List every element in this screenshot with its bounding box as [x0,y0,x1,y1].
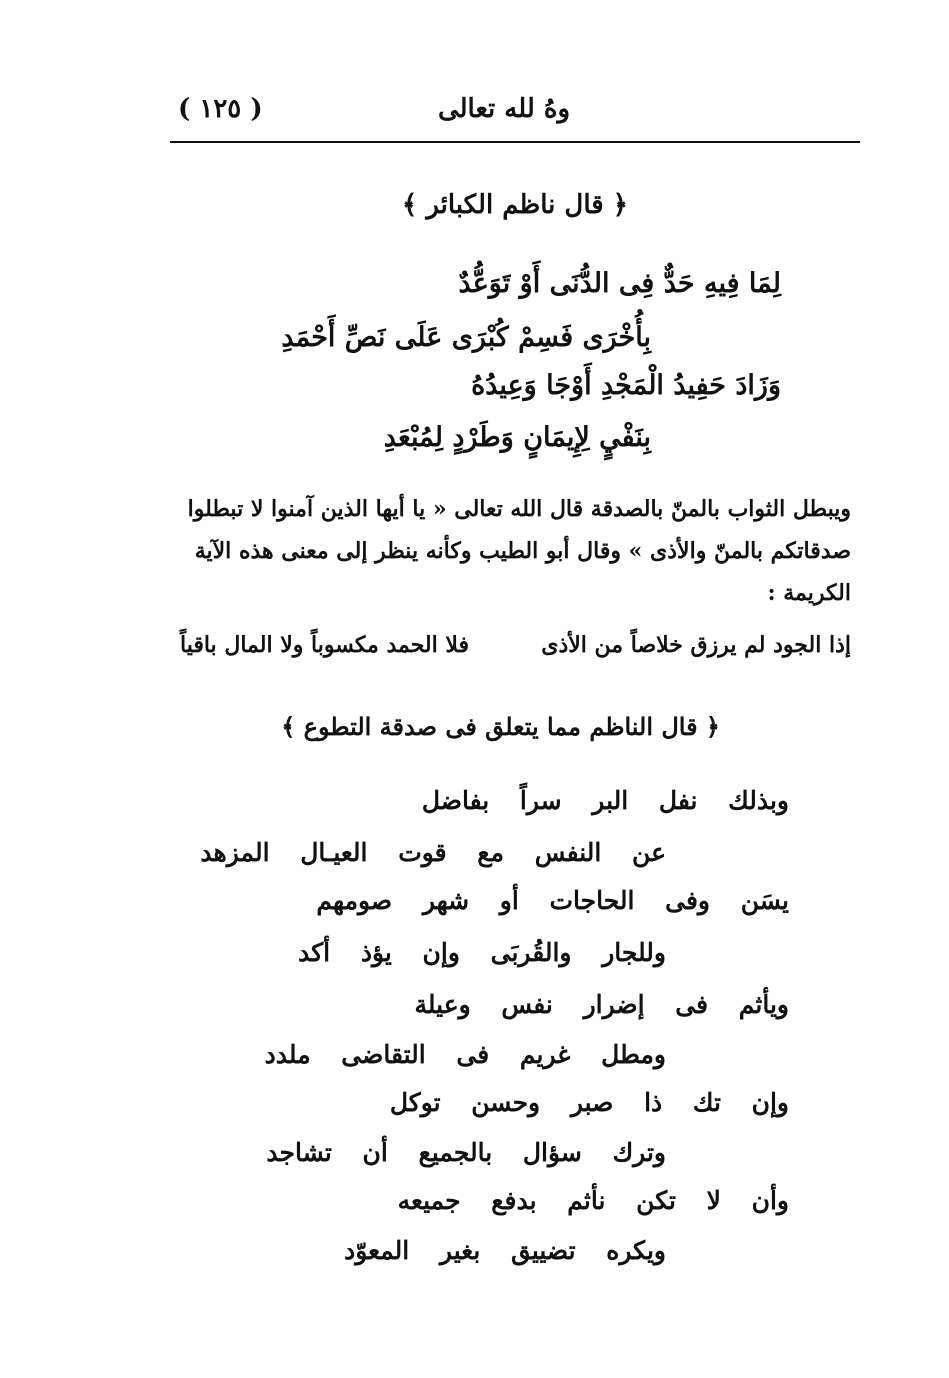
poem-line: وللجار والقُربَى وإن يؤذ أكد [298,938,666,967]
poem-line: ويأثم فى إضرار نفس وعيلة [414,990,789,1019]
poem-line: وبذلك نفل البر سراً بفاضل [421,786,789,815]
poem-line: عن النفس مع قوت العيـال المزهد [200,838,666,867]
prose-line: ويبطل الثواب بالمنّ بالصدقة قال الله تعالى « يا أيها الذين آمنوا لا تبطلوا [187,496,851,522]
verse-line: بِأُخْرَى فَسِمْ كُبْرَى عَلَى نَصِّ أَحْمَدِ [281,322,651,353]
prose-line: الكريمة : [767,580,851,606]
header-divider [170,141,860,143]
poem-line: وإن تك ذا صبر وحسن توكل [389,1088,789,1117]
running-header [170,88,860,148]
section-heading-major-sins: ﴿ قال ناظم الكبائر ﴾ [402,190,628,220]
verse-line: لِمَا فِيهِ حَدٌّ فِى الدُّنَى أَوْ تَوَعُّدٌ [458,268,781,299]
cited-verse-first-half: إذا الجود لم يرزق خلاصاً من الأذى [541,632,851,658]
running-title: وهُ لله تعالى [437,94,570,124]
poem-line: وترك سؤال بالجميع أن تشاجد [266,1138,666,1167]
section-heading-voluntary-charity: ﴿ قال الناظم مما يتعلق فى صدقة التطوع ﴾ [281,712,720,741]
page-number: ( ١٢٥ ) [178,94,263,124]
prose-line: صدقاتكم بالمنّ والأذى » وقال أبو الطيب وكأنه ينظر إلى معنى هذه الآية [194,538,851,564]
poem-line: وأن لا تكن نأثم بدفع جميعه [397,1186,789,1215]
poem-line: ومطل غريم فى التقاضى ملدد [264,1040,666,1069]
poem-line: ويكره تضييق بغير المعوّد [344,1236,666,1265]
verse-line: وَزَادَ حَفِيدُ الْمَجْدِ أَوْجَا وَعِيدُهُ [471,370,781,401]
cited-verse-second-half: فلا الحمد مكسوباً ولا المال باقياً [180,632,470,658]
poem-line: يسَن وفى الحاجات أو شهر صومهم [316,886,789,915]
verse-line: بِنَفْيٍ لِإِيمَانٍ وَطَرْدٍ لِمُبْعَدِ [383,422,651,453]
